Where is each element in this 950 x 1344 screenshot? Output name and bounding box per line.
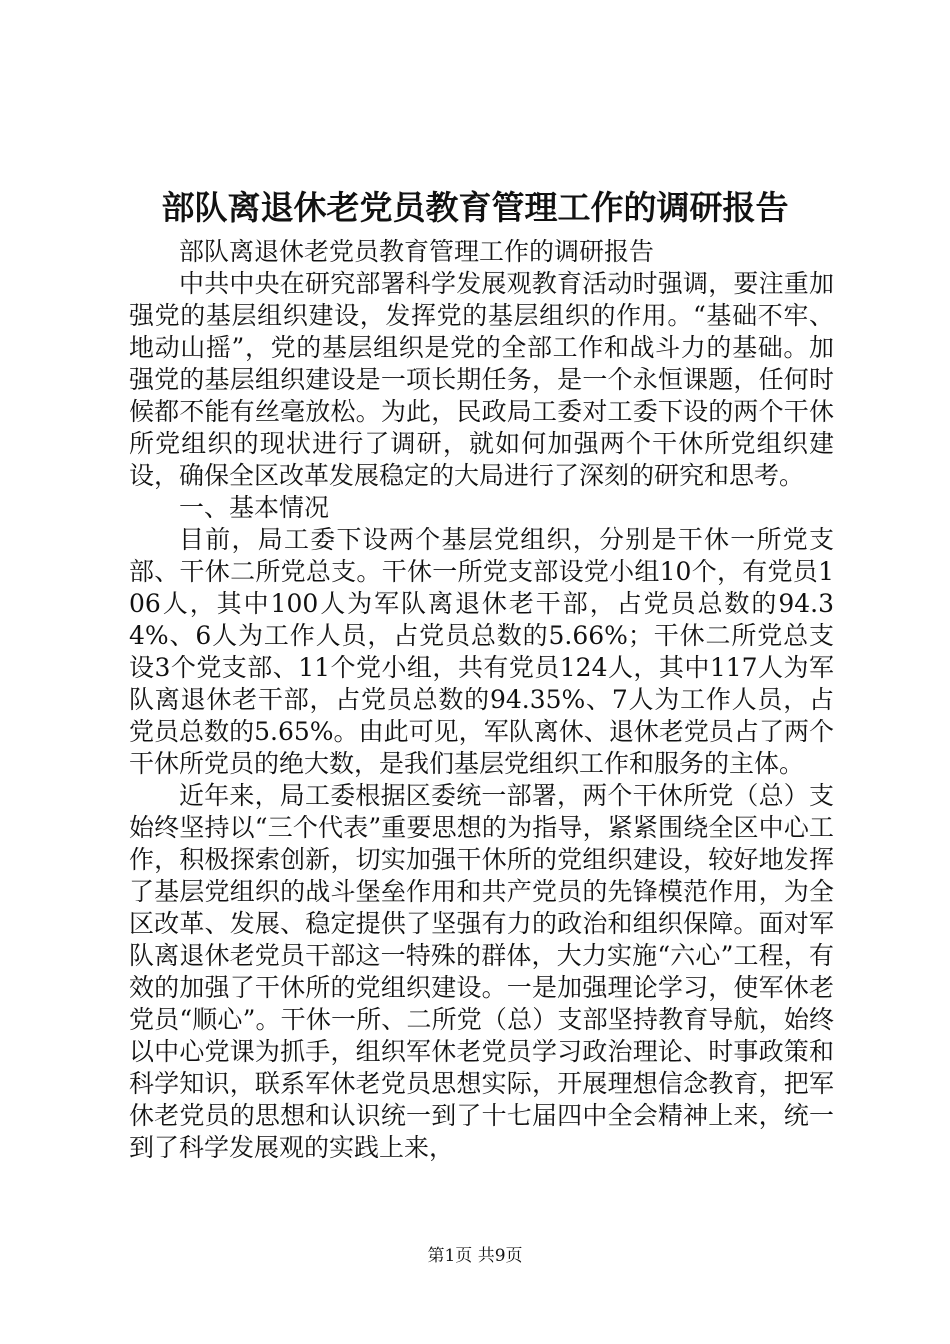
- paragraph-subtitle: 部队离退休老党员教育管理工作的调研报告: [179, 237, 655, 266]
- page-number-footer: 第1页 共9页: [427, 1246, 523, 1266]
- paragraph-recent-years: 近年来，局工委根据区委统一部署，两个干休所党（总）支始终坚持以“三个代表”重要思想的为指导，紧紧围绕全区中心工作，积极探索创新，切实加强干休所的党组织建设，较好地发挥了基层党组织的战斗堡垒作用和共产党员的先锋模范作用，为全区改革、发展、稳定提供了坚强有力的政治和组织保障。面对军队离退休老党员干部这一特殊的群体，大力实施“六心”工程，有效的加强了干休所的党组织建设。一是加强理论学习，使军休老党员“顺心”。干休一所、二所党（总）支部坚持教育导航，始终以中心党课为抓手，组织军休老党员学习政治理论、时事政策和科学知识，联系军休老党员思想实际，开展理想信念教育，把军休老党员的思想和认识统一到了十七届四中全会精神上来，统一到了科学发展观的实践上来，: [129, 781, 834, 1162]
- document-body: [129, 236, 834, 1164]
- paragraph-basic-situation: 目前，局工委下设两个基层党组织，分别是干休一所党支部、干休二所党总支。干休一所党支部设党小组10个，有党员106人，其中100人为军队离退休老干部，占党员总数的94.34%、6人为工作人员，占党员总数的5.66%；干休二所党总支设3个党支部、11个党小组，共有党员124人，其中117人为军队离退休老干部，占党员总数的94.35%、7人为工作人员，占党员总数的5.65%。由此可见，军队离休、退休老党员占了两个干休所党员的绝大数，是我们基层党组织工作和服务的主体。: [129, 525, 834, 778]
- document-title: 部队离退休老党员教育管理工作的调研报告: [161, 188, 789, 227]
- paragraph-intro: 中共中央在研究部署科学发展观教育活动时强调，要注重加强党的基层组织建设，发挥党的基层组织的作用。“基础不牢、地动山摇”，党的基层组织是党的全部工作和战斗力的基础。加强党的基层组织建设是一项长期任务，是一个永恒课题，任何时候都不能有丝毫放松。为此，民政局工委对工委下设的两个干休所党组织的现状进行了调研，就如何加强两个干休所党组织建设，确保全区改革发展稳定的大局进行了深刻的研究和思考。: [129, 269, 834, 490]
- section-heading-basic-situation: 一、基本情况: [179, 493, 330, 522]
